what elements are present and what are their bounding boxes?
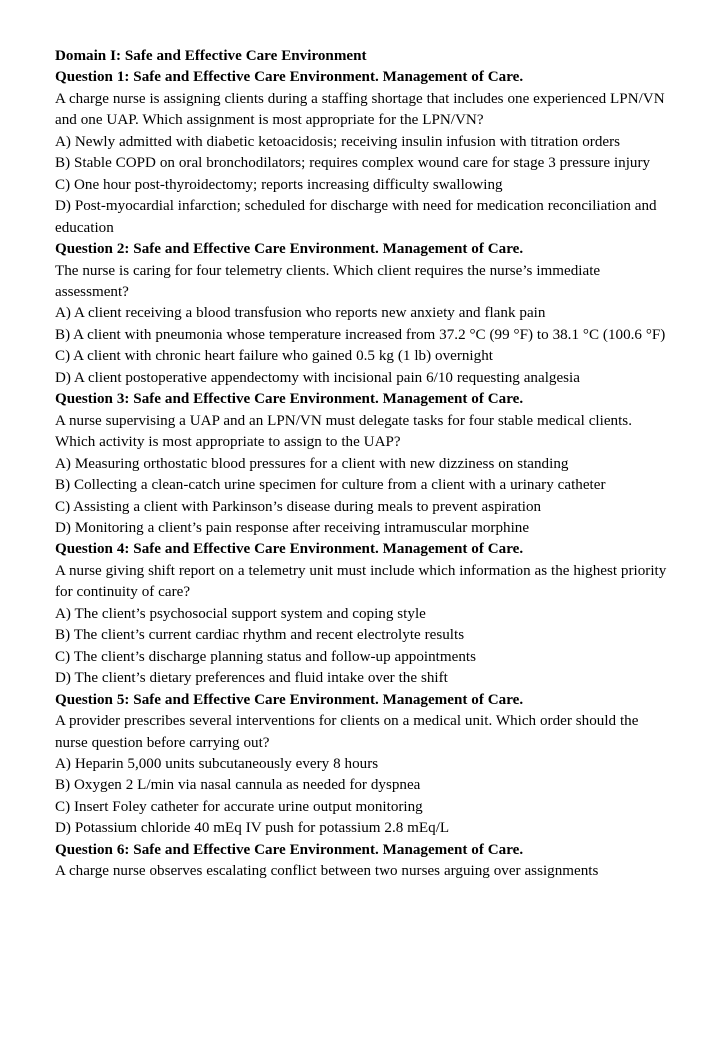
question-stem-4: A nurse giving shift report on a telemetry unit must include which information as the highest priority for continuity of care? — [55, 562, 671, 601]
question-heading-2: Question 2: Safe and Effective Care Environment. Management of Care. — [55, 241, 524, 258]
question-heading-1: Question 1: Safe and Effective Care Environment. Management of Care. — [55, 69, 524, 86]
question-heading-6: Question 6: Safe and Effective Care Environment. Management of Care. — [55, 841, 524, 858]
question-option-2-d: D) A client postoperative appendectomy with incisional pain 6/10 requesting analgesia — [55, 369, 580, 386]
question-block-1 — [55, 67, 670, 239]
question-option-2-a: A) A client receiving a blood transfusion who reports new anxiety and flank pain — [55, 305, 546, 322]
question-option-5-c: C) Insert Foley catheter for accurate urine output monitoring — [55, 798, 423, 815]
question-stem-6: A charge nurse observes escalating conflict between two nurses arguing over assignments — [55, 863, 599, 880]
question-option-2-b: B) A client with pneumonia whose temperature increased from 37.2 °C (99 °F) to 38.1 °C (100.6 °F) — [55, 326, 666, 343]
question-option-3-c: C) Assisting a client with Parkinson’s disease during meals to prevent aspiration — [55, 498, 542, 515]
question-option-2-c: C) A client with chronic heart failure who gained 0.5 kg (1 lb) overnight — [55, 348, 493, 365]
question-option-1-b: B) Stable COPD on oral bronchodilators; requires complex wound care for stage 3 pressure injury — [55, 155, 651, 172]
question-option-5-d: D) Potassium chloride 40 mEq IV push for potassium 2.8 mEq/L — [55, 820, 450, 837]
question-block-2 — [55, 239, 670, 389]
question-heading-4: Question 4: Safe and Effective Care Environment. Management of Care. — [55, 541, 524, 558]
question-block-6 — [55, 840, 670, 883]
domain-heading: Domain I: Safe and Effective Care Environment — [55, 48, 367, 64]
question-option-1-d: D) Post-myocardial infarction; scheduled for discharge with need for medication reconciliation and education — [55, 198, 661, 236]
question-stem-2: The nurse is caring for four telemetry clients. Which client requires the nurse’s immediate assessment? — [55, 262, 605, 300]
question-option-3-b: B) Collecting a clean-catch urine specimen for culture from a client with a urinary catheter — [55, 477, 606, 494]
question-option-5-b: B) Oxygen 2 L/min via nasal cannula as needed for dyspnea — [55, 777, 421, 794]
question-stem-3: A nurse supervising a UAP and an LPN/VN must delegate tasks for four stable medical clients. Which activity is most appropriate to assign to the UAP? — [55, 412, 636, 451]
question-option-4-c: C) The client’s discharge planning status and follow-up appointments — [55, 648, 476, 665]
question-option-1-a: A) Newly admitted with diabetic ketoacidosis; receiving insulin infusion with titration orders — [55, 133, 621, 150]
question-block-3 — [55, 389, 670, 539]
question-heading-3: Question 3: Safe and Effective Care Environment. Management of Care. — [55, 391, 524, 408]
question-heading-5: Question 5: Safe and Effective Care Environment. Management of Care. — [55, 691, 524, 708]
question-stem-1: A charge nurse is assigning clients during a staffing shortage that includes one experienced LPN/VN and one UAP. Which assignment is most appropriate for the LPN/VN? — [55, 90, 669, 129]
question-option-3-a: A) Measuring orthostatic blood pressures for a client with new dizziness on standing — [55, 455, 569, 472]
question-option-1-c: C) One hour post-thyroidectomy; reports increasing difficulty swallowing — [55, 176, 503, 193]
question-block-5 — [55, 690, 670, 840]
question-option-4-d: D) The client’s dietary preferences and fluid intake over the shift — [55, 670, 448, 687]
document-body — [55, 46, 670, 883]
question-option-3-d: D) Monitoring a client’s pain response after receiving intramuscular morphine — [55, 519, 530, 536]
question-stem-5: A provider prescribes several interventions for clients on a medical unit. Which order should the nurse question before carrying out? — [55, 713, 643, 751]
question-option-5-a: A) Heparin 5,000 units subcutaneously every 8 hours — [55, 755, 379, 772]
question-block-4 — [55, 539, 670, 689]
question-option-4-a: A) The client’s psychosocial support system and coping style — [55, 605, 426, 622]
question-option-4-b: B) The client’s current cardiac rhythm and recent electrolyte results — [55, 627, 465, 644]
